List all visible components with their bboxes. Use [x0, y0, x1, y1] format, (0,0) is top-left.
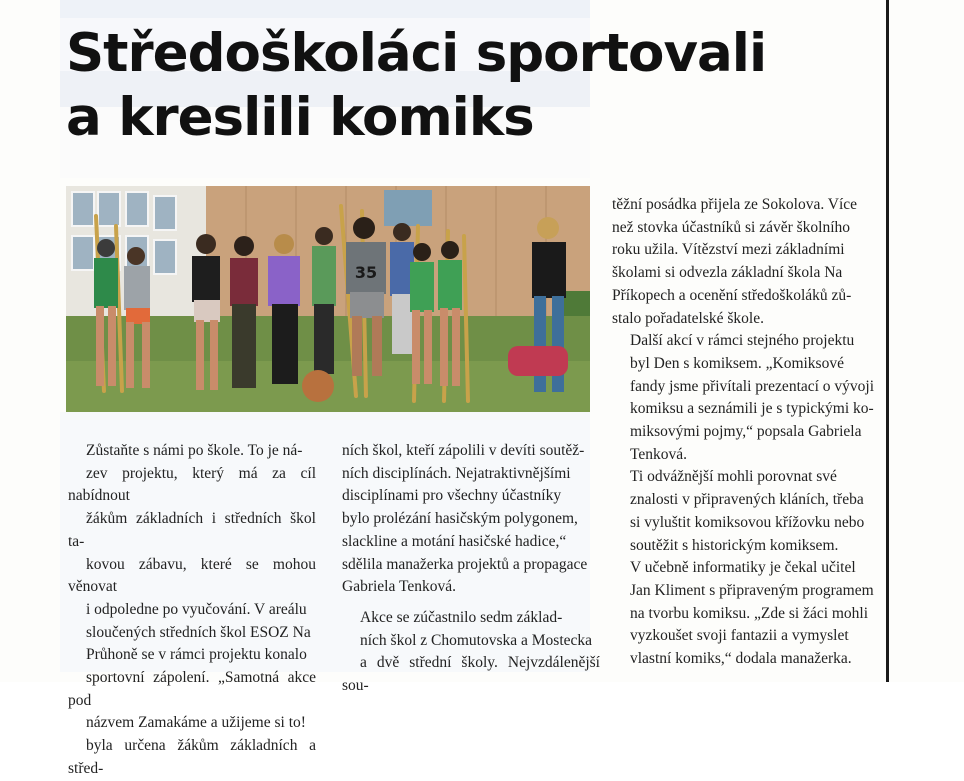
photo-illustration — [66, 186, 590, 412]
jersey-number: 35 — [354, 263, 378, 282]
paragraph: těžní posádka přijela ze Sokolova. Více než stovka účastníků si závěr školního roku užila. Vítězství mezi základními školami si odvezla základní škola Na Příkopech a ocenění středoškoláků zů- stalo pořadatelské škole. — [612, 196, 858, 327]
article-column-1 — [68, 440, 316, 781]
headline-line-2: a kreslili komiks — [66, 87, 534, 148]
headline-line-1: Středoškoláci sportovali — [66, 23, 767, 84]
paragraph: ních škol, kteří zápolili v devíti soutěž- ních disciplínách. Nejatraktivnějšími disciplínami pro všechny účastníky bylo prolézání hasičským polygonem, slackline a motání hasičské hadice,“ sdělila manažerka projektů a propagace Gabriela Tenková. — [342, 442, 588, 596]
paragraph: Zůstaňte s námi po škole. To je ná- zev projektu, který má za cíl nabídnout žákům základních i středních škol ta- kovou zábavu, které se mohou věnovat i odpoledne po vyučování. V areálu sloučených středních škol ESOZ Na Průhoně se v rámci projektu konalo sportovní zápolení. „Samotná akce pod názvem Zamakáme a užijeme si to! byla určena žákům základních a střed- — [68, 442, 316, 777]
article-column-2 — [342, 440, 600, 698]
article-column-3 — [612, 194, 878, 671]
article-photo — [66, 186, 590, 412]
paragraph: Ti odvážnější mohli porovnat své znalosti v připravených kláních, třeba si vyluštit komiksovou křížovku nebo soutěžit s historickým komiksem. V učebně informatiky je čekal učitel Jan Kliment s připraveným programem na tvorbu komiksu. „Zde si žáci mohli vyzkoušet svoji fantazii a vymyslet vlastní komiks,“ dodala manažerka. — [630, 468, 874, 668]
column-rule — [886, 0, 889, 682]
paragraph: Akce se zúčastnilo sedm základ- ních škol z Chomutovska a Mostecka a dvě střední školy. Nejvzdálenější sou- — [342, 608, 600, 695]
article-headline — [66, 22, 886, 150]
paragraph: Další akcí v rámci stejného projektu byl Den s komiksem. „Komiksové fandy jsme přivítali prezentací o vývoji komiksu a seznámili je s typickými ko- miksovými pojmy,“ popsala Gabriela Tenková. — [630, 332, 875, 463]
